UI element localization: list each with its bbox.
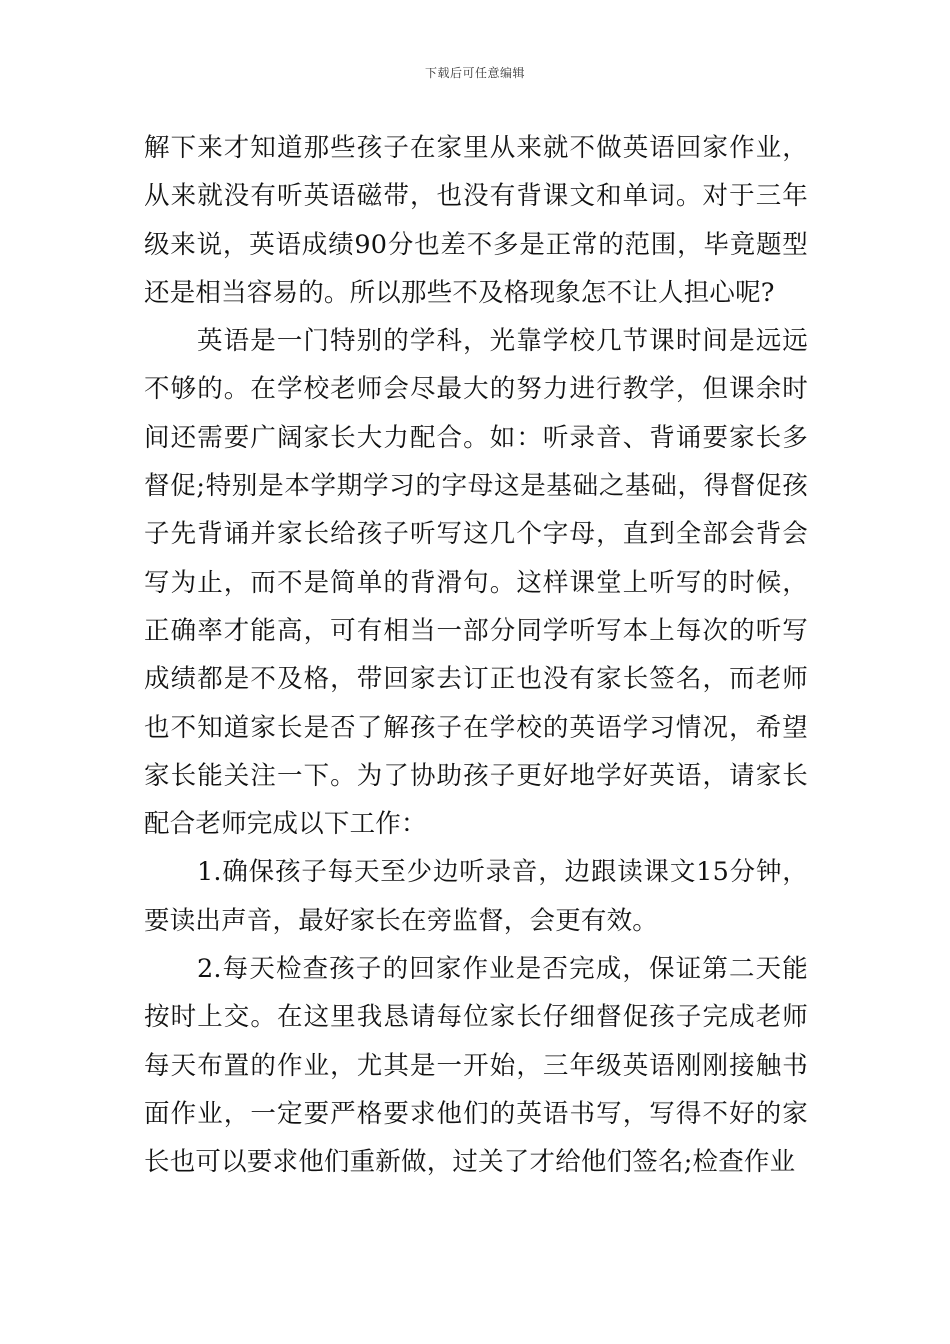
paragraph-english-subject: 英语是一门特别的学科，光靠学校几节课时间是远远不够的。在学校老师会尽最大的努力进行教学，但课余时间还需要广阔家长大力配合。如：听录音、背诵要家长多督促;特别是本学期学习的字母这是基础之基础，得督促孩子先背诵并家长给孩子听写这几个字母，直到全部会背会写为止，而不是简单的背滑句。这样课堂上听写的时候，正确率才能高，可有相当一部分同学听写本上每次的听写成绩都是不及格，带回家去订正也没有家长签名，而老师也不知道家长是否了解孩子在学校的英语学习情况，希望家长能关注一下。为了协助孩子更好地学好英语，请家长配合老师完成以下工作：: [144, 326, 808, 840]
list-item-2: 2.每天检查孩子的回家作业是否完成，保证第二天能按时上交。在这里我恳请每位家长仔细督促孩子完成老师每天布置的作业，尤其是一开始，三年级英语刚刚接触书面作业，一定要严格要求他们的英语书写，写得不好的家长也可以要求他们重新做，过关了才给他们签名;检查作业: [144, 954, 808, 1178]
paragraph-continuation: 解下来才知道那些孩子在家里从来就不做英语回家作业，从来就没有听英语磁带，也没有背课文和单词。对于三年级来说，英语成绩90分也差不多是正常的范围，毕竟题型还是相当容易的。所以那些不及格现象怎不让人担心呢?: [144, 133, 808, 308]
list-item-1: 1.确保孩子每天至少边听录音，边跟读课文15分钟，要读出声音，最好家长在旁监督，会更有效。: [144, 857, 808, 936]
document-body: [144, 124, 808, 1187]
page-header-note: 下载后可任意编辑: [424, 66, 525, 80]
